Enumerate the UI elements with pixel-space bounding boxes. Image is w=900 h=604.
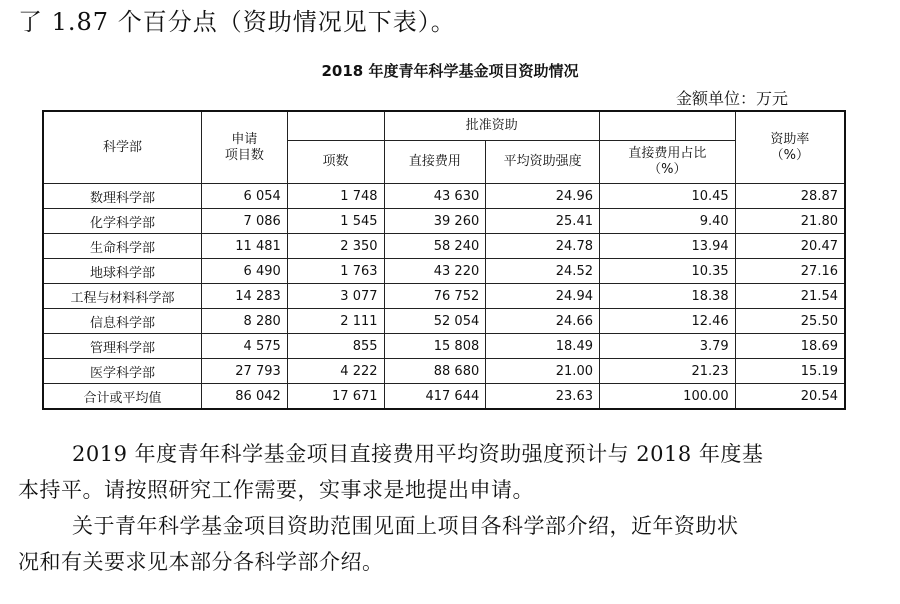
cell-share: 13.94 [599,234,735,259]
table-row [43,184,845,209]
cell-applied: 7 086 [201,209,287,234]
cell-rate: 20.54 [735,384,845,410]
cell-direct: 417 644 [384,384,486,410]
cell-share: 3.79 [599,334,735,359]
table-body [43,184,845,410]
cell-dept: 数理科学部 [43,184,201,209]
header-blank [287,111,384,141]
table-row [43,284,845,309]
cell-dept: 工程与材料科学部 [43,284,201,309]
cell-rate: 20.47 [735,234,845,259]
cell-count: 2 350 [287,234,384,259]
cell-count: 855 [287,334,384,359]
cell-applied: 8 280 [201,309,287,334]
cell-avg: 24.96 [486,184,600,209]
cell-dept: 生命科学部 [43,234,201,259]
table-row [43,359,845,384]
cell-avg: 24.66 [486,309,600,334]
cell-dept: 地球科学部 [43,259,201,284]
cell-count: 17 671 [287,384,384,410]
cell-rate: 15.19 [735,359,845,384]
header-count: 项数 [287,141,384,184]
cell-applied: 11 481 [201,234,287,259]
cell-avg: 21.00 [486,359,600,384]
unit-label: 金额单位：万元 [676,89,789,108]
cell-avg: 24.52 [486,259,600,284]
funding-table [42,110,846,410]
table-row [43,234,845,259]
table-row [43,259,845,284]
cell-count: 2 111 [287,309,384,334]
cell-rate: 25.50 [735,309,845,334]
table-row [43,209,845,234]
cell-avg: 23.63 [486,384,600,410]
header-blank-2 [599,111,735,141]
table-title: 2018 年度青年科学基金项目资助情况 [321,62,579,80]
cell-direct: 43 220 [384,259,486,284]
cell-direct: 88 680 [384,359,486,384]
cell-applied: 6 490 [201,259,287,284]
cell-count: 1 763 [287,259,384,284]
paragraph-1-line-1: 2019 年度青年科学基金项目直接费用平均资助强度预计与 2018 年度基 [72,442,764,466]
cell-count: 1 545 [287,209,384,234]
cell-dept: 合计或平均值 [43,384,201,410]
cell-direct: 76 752 [384,284,486,309]
table-row [43,309,845,334]
cell-applied: 6 054 [201,184,287,209]
paragraph-2-line-2: 况和有关要求见本部分各科学部介绍。 [18,550,384,574]
table-row [43,384,845,410]
cell-avg: 24.94 [486,284,600,309]
header-approved-group: 批准资助 [384,111,599,141]
header-direct-cost: 直接费用 [384,141,486,184]
cell-direct: 43 630 [384,184,486,209]
intro-line: 了 1.87 个百分点（资助情况见下表）。 [18,8,456,36]
cell-direct: 15 808 [384,334,486,359]
header-dept: 科学部 [43,111,201,184]
header-applied: 申请 项目数 [201,111,287,184]
cell-applied: 14 283 [201,284,287,309]
cell-avg: 24.78 [486,234,600,259]
cell-share: 100.00 [599,384,735,410]
cell-rate: 21.80 [735,209,845,234]
cell-applied: 4 575 [201,334,287,359]
cell-share: 12.46 [599,309,735,334]
header-avg-intensity: 平均资助强度 [486,141,600,184]
cell-rate: 27.16 [735,259,845,284]
cell-direct: 39 260 [384,209,486,234]
cell-dept: 信息科学部 [43,309,201,334]
cell-direct: 58 240 [384,234,486,259]
cell-share: 10.45 [599,184,735,209]
cell-share: 21.23 [599,359,735,384]
cell-rate: 28.87 [735,184,845,209]
paragraph-2-line-1: 关于青年科学基金项目资助范围见面上项目各科学部介绍，近年资助状 [72,514,739,538]
cell-share: 9.40 [599,209,735,234]
cell-count: 3 077 [287,284,384,309]
header-rate: 资助率 （%） [735,111,845,184]
cell-share: 18.38 [599,284,735,309]
cell-direct: 52 054 [384,309,486,334]
cell-avg: 25.41 [486,209,600,234]
cell-rate: 18.69 [735,334,845,359]
cell-count: 4 222 [287,359,384,384]
cell-rate: 21.54 [735,284,845,309]
cell-count: 1 748 [287,184,384,209]
cell-dept: 医学科学部 [43,359,201,384]
cell-avg: 18.49 [486,334,600,359]
cell-share: 10.35 [599,259,735,284]
cell-applied: 27 793 [201,359,287,384]
paragraph-1-line-2: 本持平。请按照研究工作需要，实事求是地提出申请。 [18,478,534,502]
table-row [43,334,845,359]
header-share: 直接费用占比 （%） [599,141,735,184]
cell-dept: 化学科学部 [43,209,201,234]
cell-dept: 管理科学部 [43,334,201,359]
cell-applied: 86 042 [201,384,287,410]
